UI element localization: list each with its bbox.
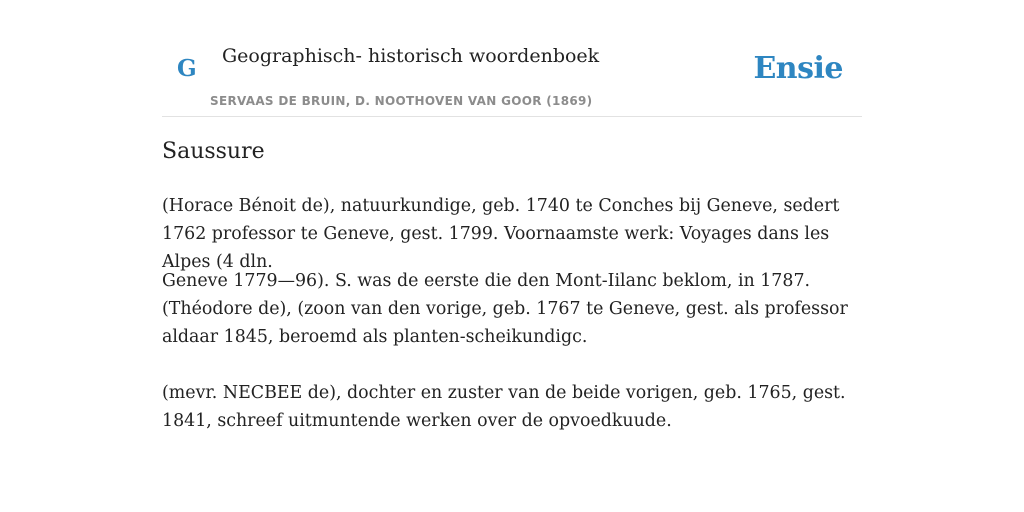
letter-link[interactable]: G [177, 55, 197, 82]
brand-logo[interactable]: Ensie [753, 51, 843, 86]
book-title-link[interactable]: Geographisch- historisch woordenboek [222, 45, 600, 67]
entry-paragraph: Geneve 1779—96). S. was de eerste die den Mont-Iilanc beklom, in 1787.(Théodore de), (zoon van den vorige, geb. 1767 te Geneve, gest. als professor aldaar 1845, beroemd als planten-scheikundigc. [162, 271, 848, 347]
entry-title: Saussure [162, 139, 265, 164]
book-authors: SERVAAS DE BRUIN, D. NOOTHOVEN VAN GOOR (1869) [210, 94, 593, 108]
entry-paragraph: (Horace Bénoit de), natuurkundige, geb. 1740 te Conches bij Geneve, sedert 1762 professor te Geneve, gest. 1799. Voornaamste werk: Voyages dans les Alpes (4 dln. [162, 196, 840, 272]
source-header [162, 0, 862, 117]
page [162, 0, 862, 431]
entry-paragraph: (mevr. NECBEE de), dochter en zuster van de beide vorigen, geb. 1765, gest. 1841, schreef uitmuntende werken over de opvoedkuude. [162, 383, 846, 431]
